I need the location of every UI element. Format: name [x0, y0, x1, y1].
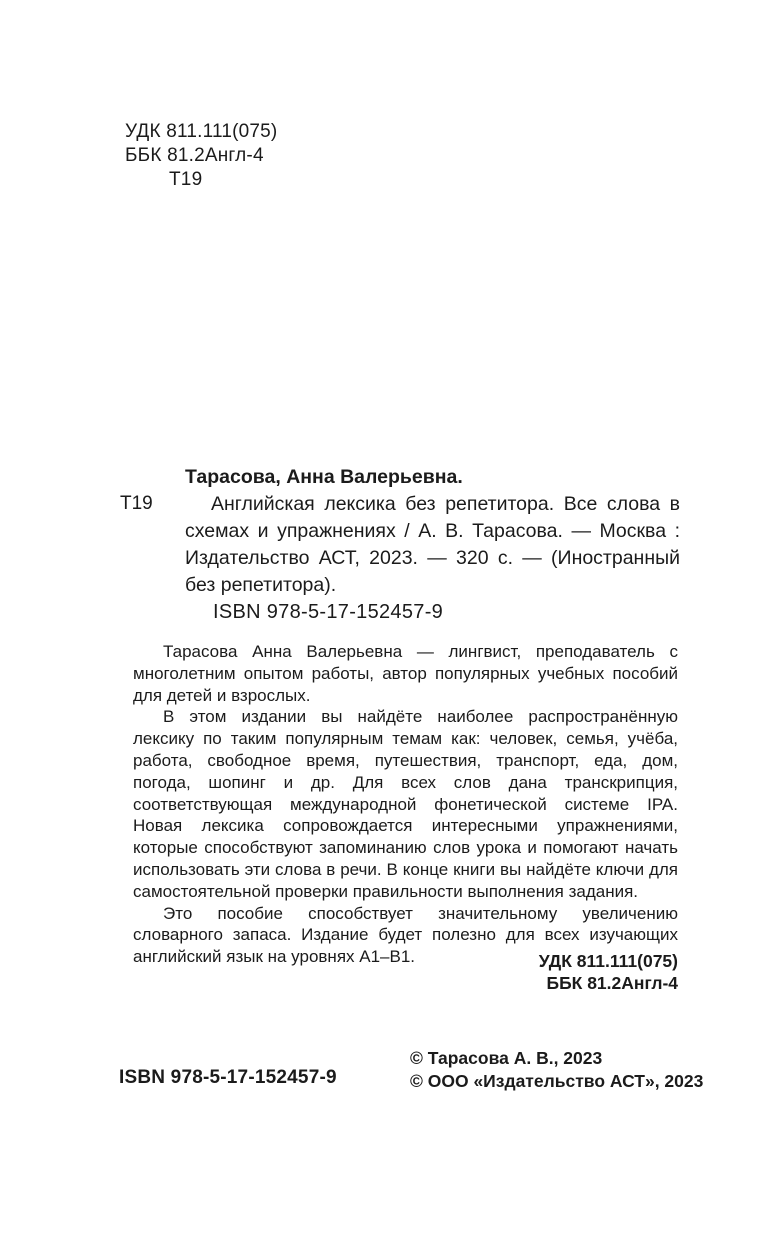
annotation-paragraph-summary: Это пособие способствует значительному увеличению словарного запаса. Издание будет полезно для всех изучающих английский язык на уровнях А1–В1.: [133, 903, 678, 967]
udk-code-bottom: УДК 811.111(075): [538, 951, 678, 971]
bottom-codes-block: [539, 950, 678, 994]
annotation-block: [133, 641, 678, 968]
isbn-footer: ISBN 978-5-17-152457-9: [119, 1067, 337, 1088]
copyright-publisher-line: © ООО «Издательство АСТ», 2023: [410, 1071, 704, 1091]
udk-code-top: УДК 811.111(075): [125, 121, 278, 142]
bibliographic-body: [185, 464, 680, 599]
copyright-author-line: © Тарасова А. В., 2023: [410, 1048, 603, 1068]
bbk-code-bottom: ББК 81.2Англ-4: [546, 973, 678, 993]
copyright-block: [410, 1047, 703, 1093]
bib-description: Английская лексика без репетитора. Все слова в схемах и упражнениях / А. В. Тарасова. — Москва : Издательство АСТ, 2023. — 320 с. — (Иностранный без репетитора).: [185, 493, 680, 596]
bib-author-heading: Тарасова, Анна Валерьевна.: [185, 466, 463, 488]
annotation-paragraph-content: В этом издании вы найдёте наиболее распространённую лексику по таким популярным темам как: человек, семья, учёба, работа, свободное время, путешествия, транспорт, еда, дом, погода, шопинг и др. Для всех слов дана транскрипция, соответствующая международной фонетической системе IPA. Новая лексика сопровождается интересными упражнениями, которые способствуют запоминанию слов урока и помогают начать использовать эти слова в речи. В конце книги вы найдёте ключи для самостоятельной проверки правильности выполнения задания.: [133, 707, 678, 901]
author-sign-entry: Т19: [120, 493, 153, 514]
isbn-catalog-line: ISBN 978-5-17-152457-9: [213, 601, 444, 623]
bbk-code-top: ББК 81.2Англ-4: [125, 145, 264, 166]
author-sign-top: Т19: [169, 169, 203, 190]
top-codes-block: [125, 120, 277, 192]
annotation-paragraph-author: Тарасова Анна Валерьевна — лингвист, преподаватель с многолетним опытом работы, автор популярных учебных пособий для детей и взрослых.: [133, 642, 678, 705]
bibliographic-entry: [120, 464, 680, 599]
